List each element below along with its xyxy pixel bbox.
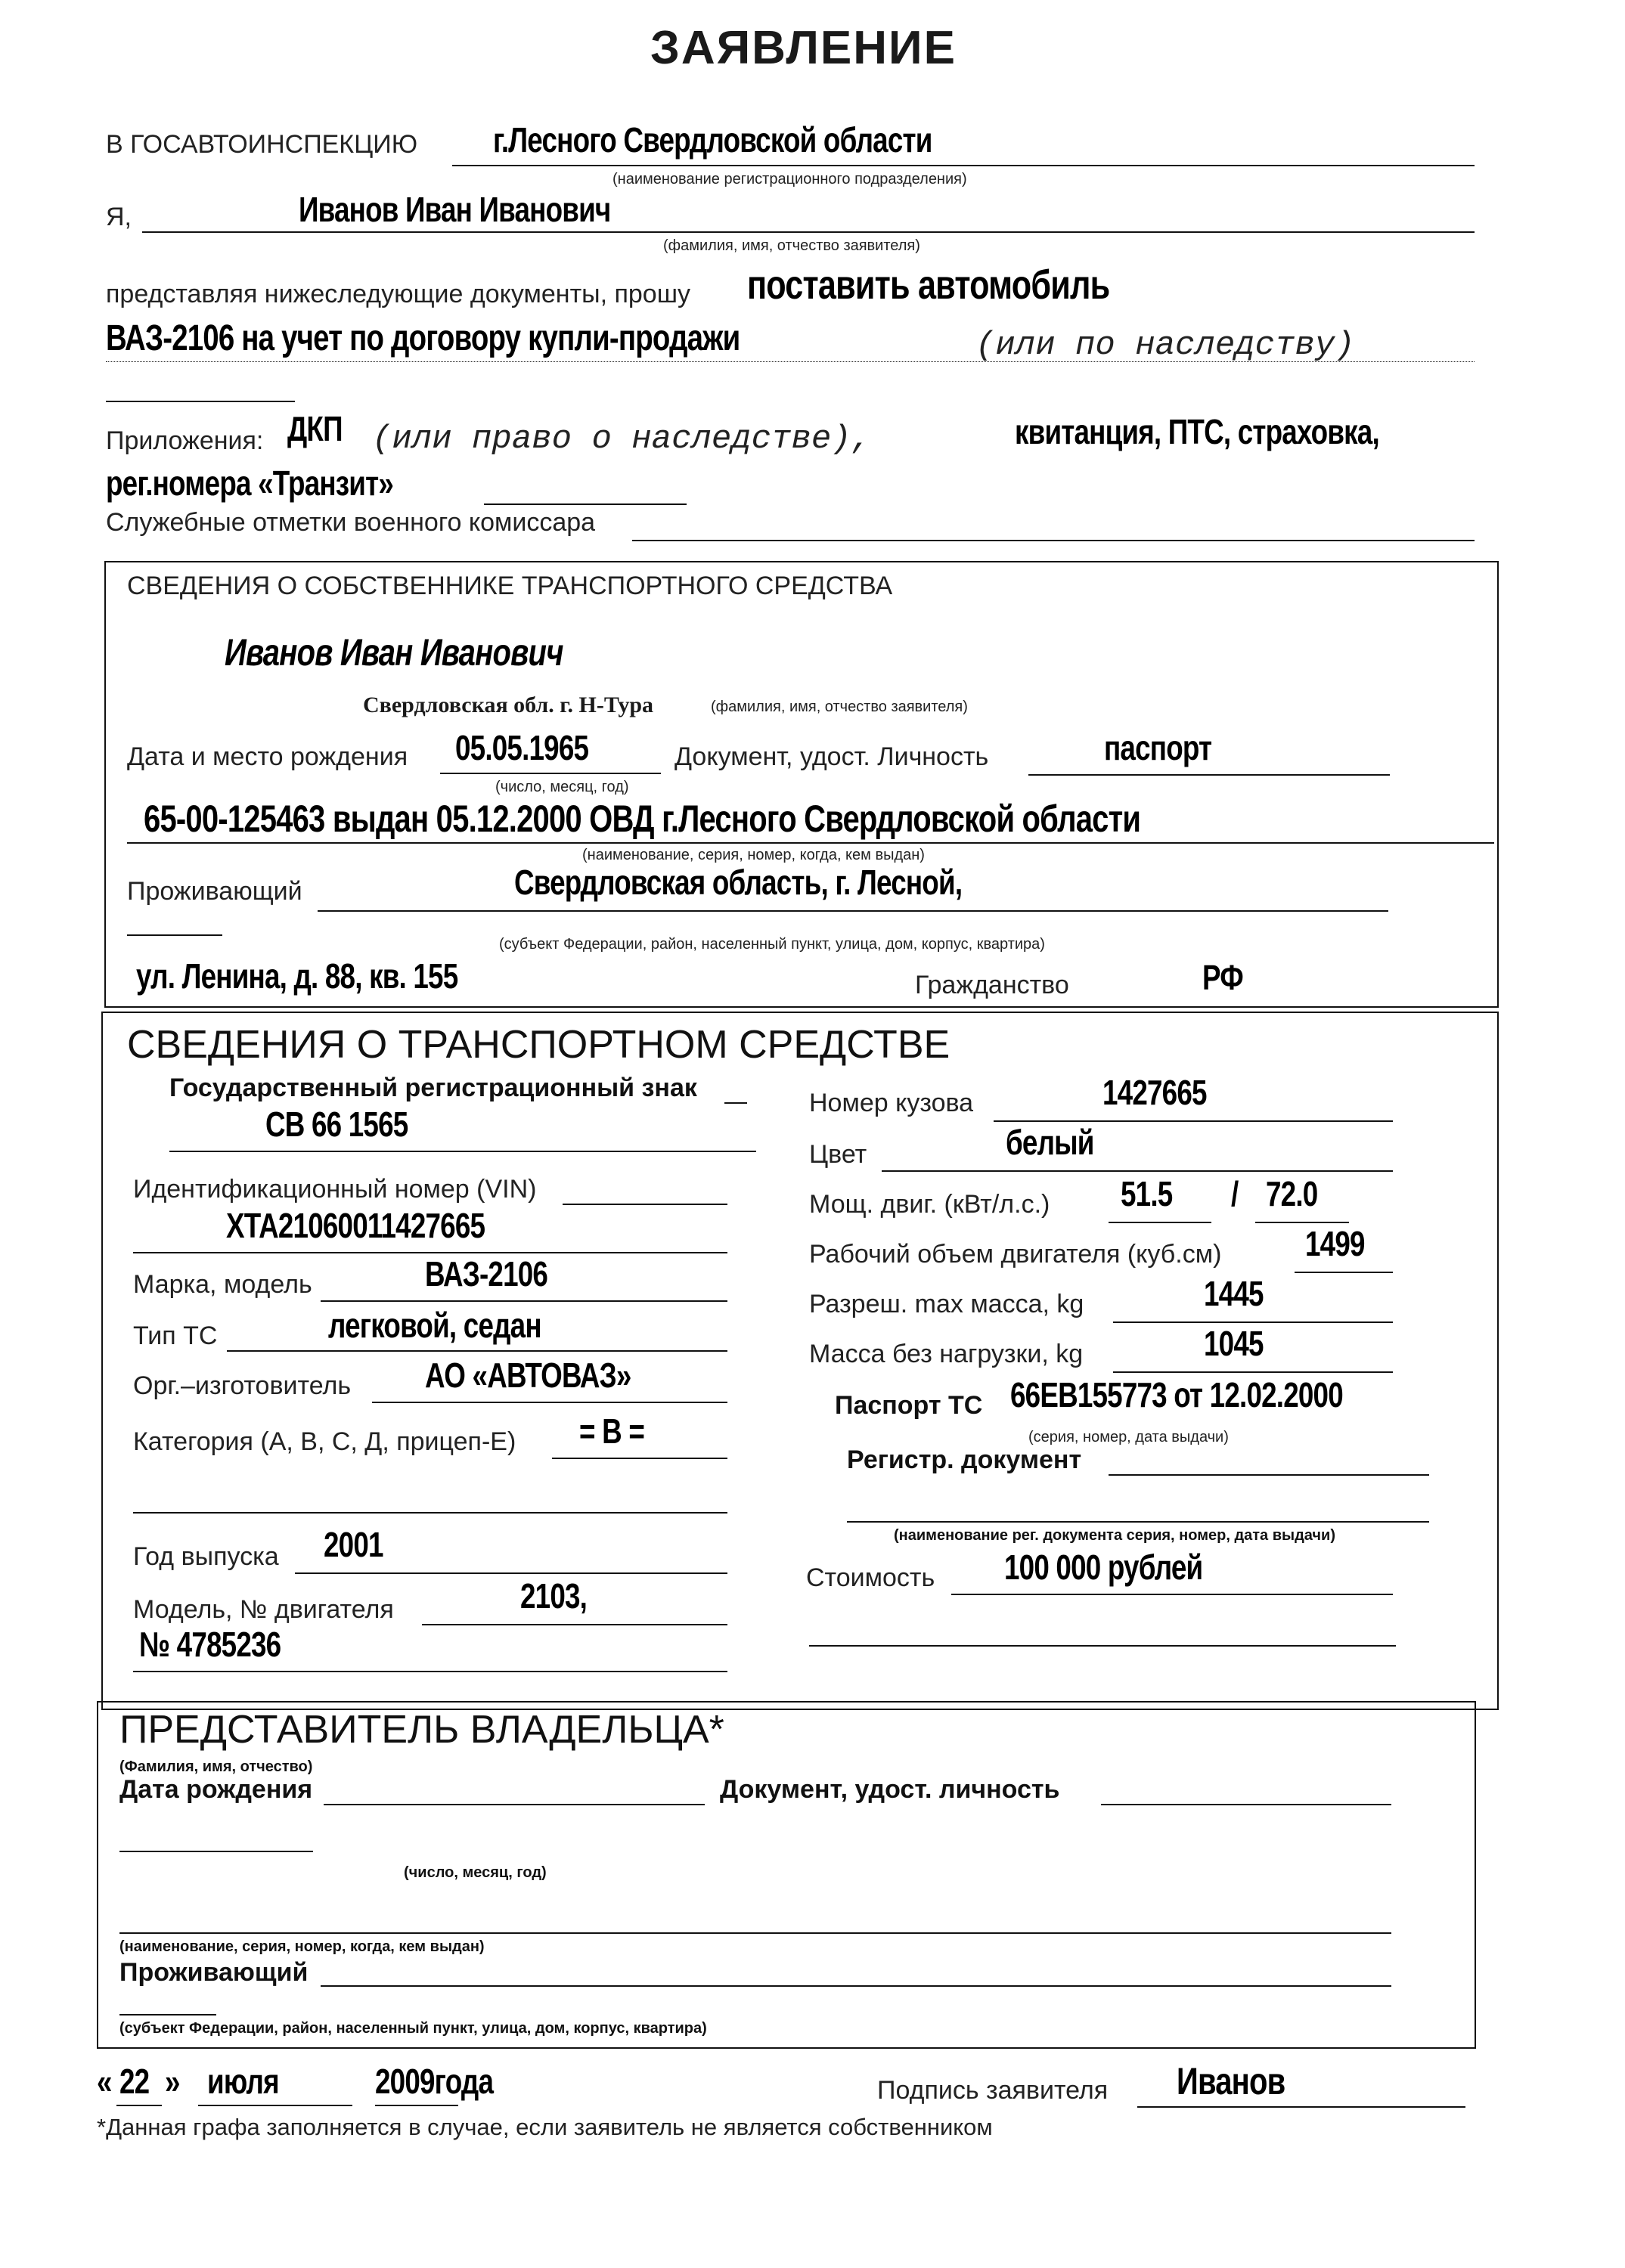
i-caption: (фамилия, имя, отчество заявителя) [663,237,920,254]
power-separator: / [1231,1174,1239,1213]
engine-line-2 [133,1671,727,1672]
doc-details-line [127,842,1494,844]
vehicle-heading: СВЕДЕНИЯ О ТРАНСПОРТНОМ СРЕДСТВЕ [127,1023,951,1067]
rep-dob-label: Дата рождения [119,1775,313,1804]
attach-typed: (или право о наследстве), [372,420,872,458]
request-value-1: поставить автомобиль [747,262,1110,308]
dob-caption: (число, месяц, год) [495,779,629,795]
date-close-quote: » [165,2062,180,2101]
year-label: Год выпуска [133,1542,279,1571]
sign-line [1137,2106,1465,2108]
cost-line [951,1594,1393,1595]
maxmass-label: Разреш. max масса, kg [809,1290,1084,1318]
military-label: Служебные отметки военного комиссара [106,508,596,537]
attach-label: Приложения: [106,426,264,455]
address-caption: (субъект Федерации, район, населенный пункт, улица, дом, корпус, квартира) [499,936,1045,953]
volume-value: 1499 [1305,1224,1365,1263]
date-year-line [375,2105,458,2106]
vehicle-section [101,1012,1499,1710]
category-label: Категория (А, В, С, Д, прицеп-Е) [133,1427,516,1456]
dob-value: 05.05.1965 [455,728,589,767]
address-label: Проживающий [127,877,302,906]
rep-doc-line-2 [119,1932,1391,1934]
owner-heading: СВЕДЕНИЯ О СОБСТВЕННИКЕ ТРАНСПОРТНОГО СРЕДСТВА [127,572,893,600]
regdoc-line-2 [847,1521,1429,1523]
citizenship-label: Гражданство [915,971,1069,999]
owner-section [104,561,1499,1008]
year-line [295,1572,727,1574]
military-line [632,540,1475,541]
representative-section [97,1701,1476,2049]
date-year: 2009года [375,2062,494,2101]
rep-dob-line-2 [119,1851,313,1852]
i-line [142,231,1475,233]
rep-doc-label: Документ, удост. личность [720,1775,1060,1804]
representative-heading: ПРЕДСТАВИТЕЛЬ ВЛАДЕЛЬЦА* [119,1708,724,1752]
category-value: = В = [579,1411,645,1451]
vin-label-line [563,1204,727,1205]
vin-label: Идентификационный номер (VIN) [133,1175,537,1204]
engine-line [422,1624,727,1625]
applicant-name: Иванов Иван Иванович [299,190,611,229]
dob-line [440,773,661,774]
to-label: В ГОСАВТОИНСПЕКЦИЮ [106,130,418,159]
address-value-2: ул. Ленина, д. 88, кв. 155 [136,956,458,996]
cost-line-2 [809,1645,1396,1647]
request-label: представляя нижеследующие документы, прошу [106,280,690,308]
address-line [318,910,1388,912]
rep-address-label: Проживающий [119,1958,309,1987]
mass-label: Масса без нагрузки, kg [809,1340,1084,1368]
regdoc-line [1109,1474,1429,1476]
doc-details: 65-00-125463 выдан 05.12.2000 ОВД г.Лесного Свердловской области [144,798,1141,840]
citizenship-value: РФ [1202,958,1243,997]
attach-value-1: ДКП [287,409,343,448]
doc-line [1028,774,1390,776]
color-label: Цвет [809,1140,867,1169]
mass-value: 1045 [1204,1324,1264,1363]
make-label: Марка, модель [133,1270,312,1299]
address-line-short [127,934,222,936]
date-day-line [116,2105,162,2106]
engine-value-1: 2103, [520,1576,588,1616]
vin-value: ХТА21060011427665 [226,1206,485,1245]
engine-value-2: № 4785236 [139,1625,281,1664]
footnote: *Данная графа заполняется в случае, если заявитель не является собственником [97,2114,993,2140]
type-line [227,1350,727,1352]
plate-line [169,1151,756,1152]
request-typed: (или по наследству) [975,327,1355,364]
doc-value: паспорт [1104,728,1212,767]
mass-line [1113,1371,1393,1373]
regdoc-label: Регистр. документ [847,1445,1082,1474]
owner-name: Иванов Иван Иванович [225,631,563,674]
owner-birthplace: Свердловская обл. г. Н-Тура [363,692,654,717]
attach-value-2: квитанция, ПТС, страховка, [1015,412,1379,451]
doc-label: Документ, удост. Личность [674,742,989,771]
maker-value: АО «АВТОВАЗ» [425,1356,631,1395]
rep-dob-line [324,1804,705,1805]
dob-label: Дата и место рождения [127,742,408,771]
color-line [882,1170,1393,1172]
date-month: июля [207,2062,279,2101]
date-open-quote: « [97,2062,112,2101]
doc-caption: (наименование, серия, номер, когда, кем выдан) [582,847,925,863]
maker-line [372,1402,727,1403]
rep-name-caption: (Фамилия, имя, отчество) [119,1758,313,1775]
body-value: 1427665 [1102,1073,1207,1112]
power-kw-value: 51.5 [1121,1174,1173,1213]
volume-line [1295,1272,1393,1273]
type-label: Тип ТС [133,1321,218,1350]
color-value: белый [1006,1123,1094,1162]
to-value: г.Лесного Свердловской области [493,120,932,160]
rep-dob-caption: (число, месяц, год) [404,1864,547,1881]
rep-doc-caption: (наименование, серия, номер, когда, кем выдан) [119,1938,485,1955]
i-label: Я, [106,203,132,231]
category-line [552,1458,727,1459]
power-kw-line [1109,1222,1211,1223]
owner-name-caption: (фамилия, имя, отчество заявителя) [711,699,968,715]
to-caption: (наименование регистрационного подразделения) [612,171,967,187]
address-value-1: Свердловская область, г. Лесной, [514,863,963,902]
request-value-2: ВАЗ-2106 на учет по договору купли-продажи [106,318,740,358]
rep-address-line-2 [119,2014,216,2015]
cost-label: Стоимость [806,1563,935,1592]
rep-address-line [321,1985,1391,1987]
year-value: 2001 [324,1525,383,1564]
engine-label: Модель, № двигателя [133,1595,394,1624]
pts-label: Паспорт ТС [835,1391,983,1420]
plate-value: СВ 66 1565 [265,1105,408,1144]
attach-line [484,503,687,505]
plate-label-line [724,1102,747,1104]
sign-value: Иванов [1177,2060,1285,2102]
sign-label: Подпись заявителя [877,2076,1109,2105]
maxmass-value: 1445 [1204,1274,1264,1313]
body-label: Номер кузова [809,1089,974,1117]
rep-address-caption: (субъект Федерации, район, населенный пункт, улица, дом, корпус, квартира) [119,2020,707,2037]
request-line [106,361,1475,362]
power-hp-value: 72.0 [1266,1174,1318,1213]
date-month-line [198,2105,352,2106]
make-value: ВАЗ-2106 [425,1254,548,1294]
pts-value: 66ЕВ155773 от 12.02.2000 [1010,1375,1343,1414]
attach-value-3: рег.номера «Транзит» [106,463,394,503]
category-line-2 [133,1512,727,1514]
volume-label: Рабочий объем двигателя (куб.см) [809,1240,1222,1269]
page-title: ЗАЯВЛЕНИЕ [650,22,957,74]
maker-label: Орг.–изготовитель [133,1371,352,1400]
rep-doc-line [1101,1804,1391,1805]
power-label: Мощ. двиг. (кВт/л.с.) [809,1190,1050,1219]
plate-label: Государственный регистрационный знак [169,1074,697,1102]
make-line [321,1300,727,1302]
to-line [452,165,1475,166]
date-day: 22 [119,2062,150,2101]
regdoc-caption: (наименование рег. документа серия, номер, дата выдачи) [894,1527,1335,1544]
cost-value: 100 000 рублей [1004,1548,1203,1587]
type-value: легковой, седан [328,1306,541,1345]
pts-caption: (серия, номер, дата выдачи) [1028,1429,1229,1445]
request-line-2 [106,401,295,402]
